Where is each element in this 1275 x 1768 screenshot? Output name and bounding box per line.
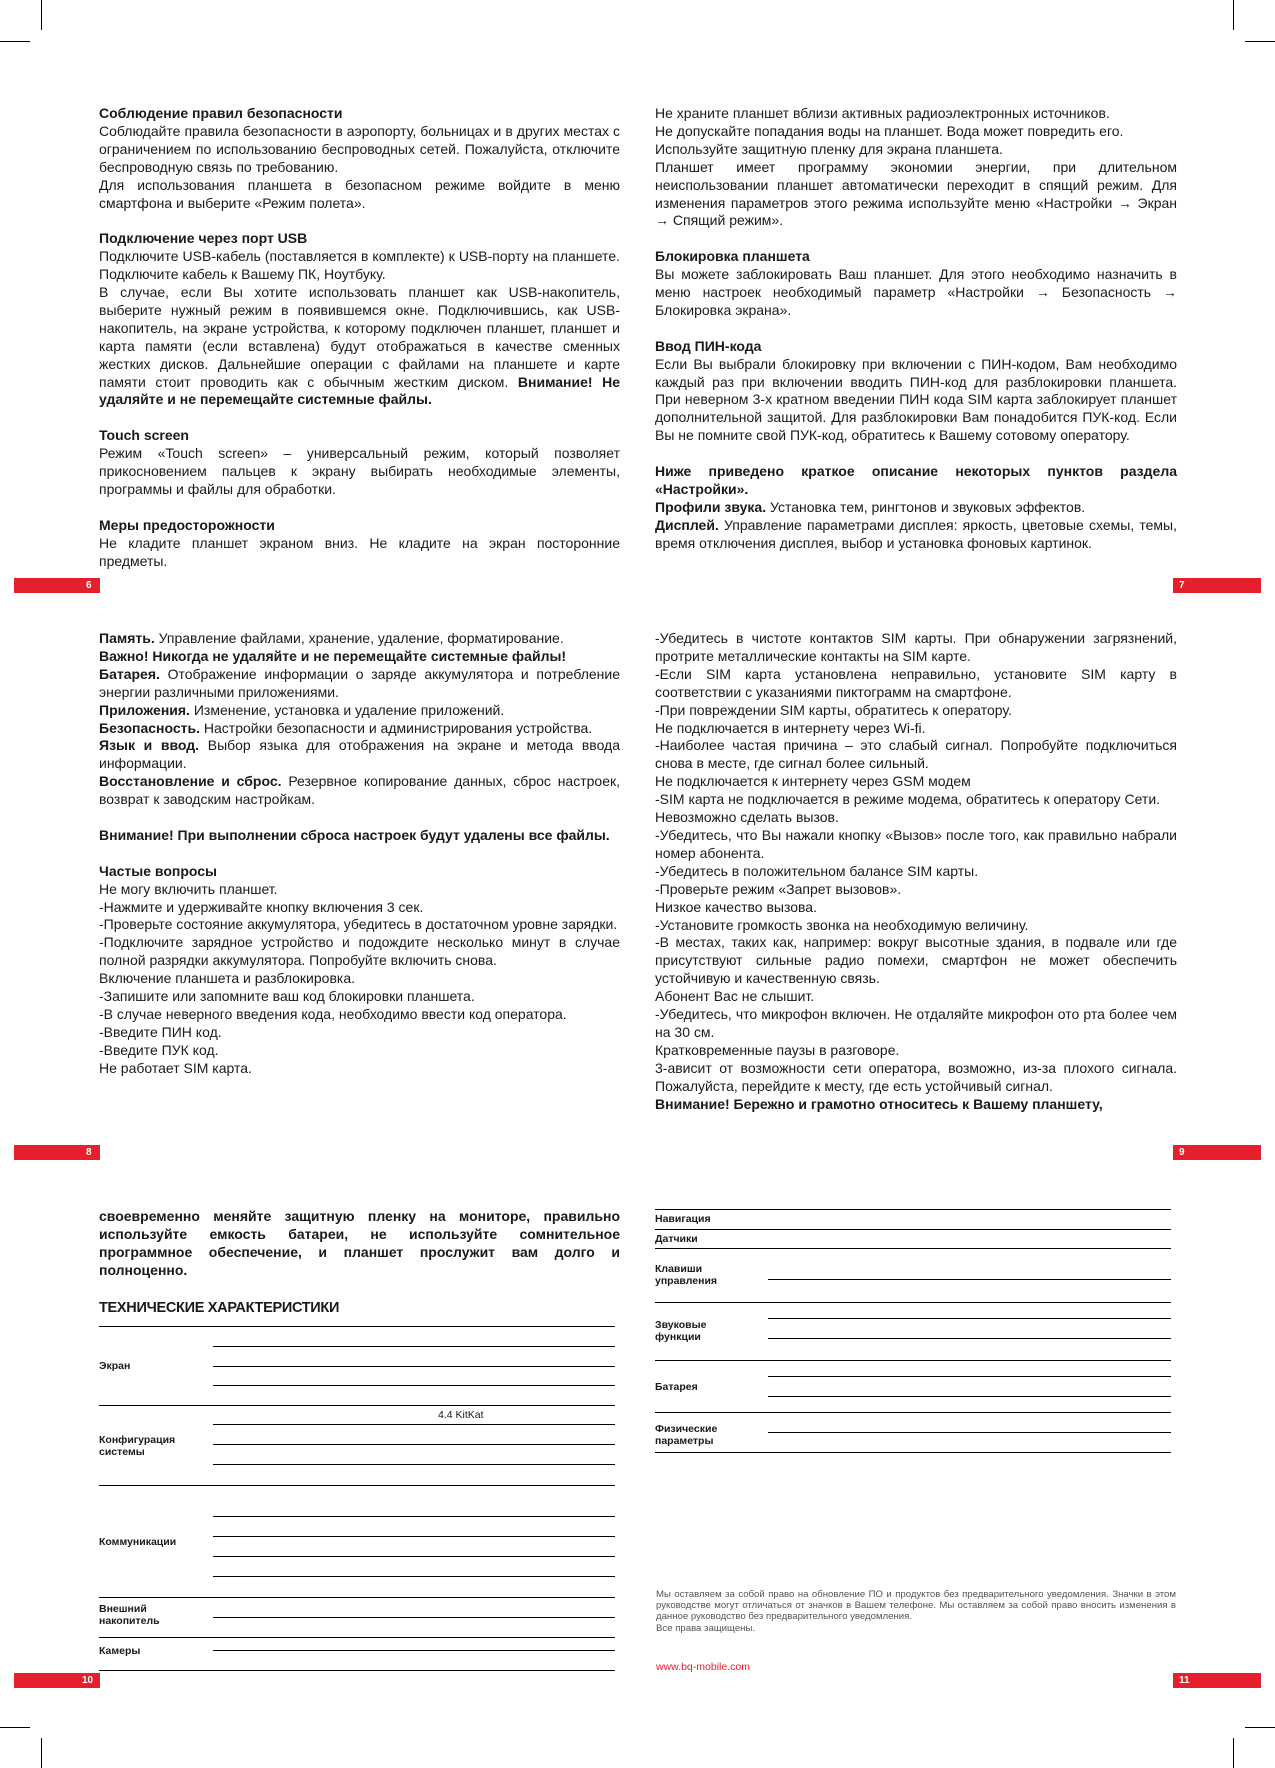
table-rule [655, 1452, 1171, 1453]
page-number: 10 [82, 1675, 94, 1686]
page-number-bar [1173, 1145, 1261, 1160]
table-rule [213, 1516, 615, 1517]
list-item: -Убедитесь, что микрофон включен. Не отдаляйте микрофон ото рта более чем на 30 см. [655, 1006, 1177, 1040]
list-item: Язык и ввод. Выбор языка для отображения на экране и метода ввода информации. [99, 737, 621, 772]
spec-label: Датчики [655, 1233, 698, 1245]
page-number-bar [1173, 578, 1261, 593]
list-item: -Если SIM карта установлена неправильно, установите SIM карту в соответствии с указаниями пиктограмм на смартфоне. [655, 665, 1177, 700]
table-rule [213, 1424, 615, 1425]
section-title: Меры предосторожности [99, 516, 275, 533]
crop-mark [1245, 41, 1275, 42]
list-item: Приложения. Изменение, установка и удаление приложений. [99, 701, 505, 718]
table-rule [655, 1302, 1171, 1303]
list-item: -Проверьте режим «Запрет вызовов». [655, 880, 902, 897]
crop-mark [41, 0, 42, 30]
spec-label: Конфигурация системы [99, 1434, 176, 1458]
list-item: Дисплей. Управление параметрами дисплея: яркость, цветовые схемы, темы, время отключения дисплея, выбор и установка фоновых картинок. [655, 516, 1177, 551]
list-item: -Установите громкость звонка на необходимую величину. [655, 916, 1029, 933]
list-item: -В местах, таких как, например: вокруг высотные здания, в подвале или где присутствуют сильные радио помехи, смартфон не может обеспечить устойчивую и качественную связь. [655, 934, 1177, 987]
list-item: -Запишите или запомните ваш код блокировки планшета. [99, 988, 475, 1005]
table-rule [768, 1338, 1171, 1339]
spec-label: Внешний накопитель [99, 1603, 160, 1627]
table-rule [655, 1360, 1171, 1361]
list-item: -Убедитесь в чистоте контактов SIM карты. При обнаружении загрязнений, протрите металлические контакты на SIM карте. [655, 630, 1177, 664]
page-number: 8 [86, 1147, 92, 1158]
list-item: Не подключается к интернету через GSM модем [655, 773, 971, 790]
warning-text: Важно! Никогда не удаляйте и не перемещайте системные файлы! [99, 647, 567, 664]
table-rule [768, 1318, 1171, 1319]
table-rule [655, 1209, 1171, 1210]
table-rule [213, 1650, 615, 1651]
rights-text: Все права защищены. [656, 1622, 756, 1634]
table-rule [655, 1412, 1171, 1413]
spec-label: Звуковые функции [655, 1319, 707, 1343]
page-9-column [655, 630, 1177, 1113]
paragraph: Не кладите планшет экраном вниз. Не кладите на экран посторонние предметы. [99, 534, 620, 569]
paragraph: Для использования планшета в безопасном режиме войдите в меню смартфона и выберите «Режим полета». [99, 176, 620, 211]
table-rule [655, 1248, 1171, 1249]
list-item: Включение планшета и разблокировка. [99, 970, 355, 987]
paragraph: Не храните планшет вблизи активных радиоэлектронных источников. [655, 105, 1110, 121]
list-item: -Проверьте состояние аккумулятора, убедитесь в достаточном уровне зарядки. [99, 916, 618, 933]
list-item: Память. Управление файлами, хранение, удаление, форматирование. [99, 630, 564, 646]
table-rule [213, 1385, 615, 1386]
section-title: Подключение через порт USB [99, 230, 308, 247]
section-title: Touch screen [99, 427, 189, 444]
crop-mark [0, 41, 30, 42]
list-item: -Подключите зарядное устройство и подождите несколько минут в случае полной разрядки аккумулятора. Попробуйте включить снова. [99, 934, 620, 969]
page-number-bar [14, 578, 100, 593]
table-rule [99, 1405, 615, 1406]
paragraph: Вы можете заблокировать Ваш планшет. Для этого необходимо назначить в меню настроек необходимый параметр «Настройки → Безопасность → Блокировка экрана». [655, 266, 1177, 318]
table-rule [213, 1617, 615, 1618]
section-title: Ввод ПИН-кода [655, 337, 762, 354]
warning-text: Внимание! При выполнении сброса настроек будут удалены все файлы. [99, 826, 610, 843]
warning-text: Внимание! Бережно и грамотно относитесь к Вашему планшету, [655, 1095, 1103, 1112]
list-item: -Введите ПИН код. [99, 1023, 222, 1040]
page-number: 6 [86, 580, 92, 591]
table-rule [213, 1366, 615, 1367]
spec-label: Навигация [655, 1213, 711, 1225]
os-version-value: 4.4 KitKat [438, 1409, 484, 1421]
table-rule [768, 1432, 1171, 1433]
warning-text: Внимание! Не удаляйте и не перемещайте системные файлы. [99, 373, 620, 408]
crop-mark [0, 1727, 30, 1728]
disclaimer-text: Мы оставляем за собой право на обновление ПО и продуктов без предварительного уведомления. Значки в этом руководстве могут отличаться от значков в Вашем телефоне. Мы оставляем за собой право вносить изменения в данное руководство без предварительного уведомления. [656, 1589, 1176, 1623]
page-10-column [99, 1208, 620, 1280]
paragraph: Подключите USB-кабель (поставляется в комплекте) к USB-порту на планшете. Подключите кабель к Вашему ПК, Ноутбуку. [99, 248, 620, 283]
list-item: -Введите ПУК код. [99, 1041, 219, 1058]
list-item: Батарея. Отображение информации о заряде аккумулятора и потребление энергии различными приложениями. [99, 665, 620, 700]
table-rule [99, 1485, 615, 1486]
list-item: Восстановление и сброс. Резервное копирование данных, сброс настроек, возврат к заводским настройкам. [99, 773, 620, 808]
paragraph: Режим «Touch screen» – универсальный режим, который позволяет прикосновением пальцев к экрану выбирать необходимые элементы, программы и файлы для обработки. [99, 445, 620, 497]
list-item: 3-ависит от возможности сети оператора, возможно, из-за плохого сигнала. Пожалуйста, перейдите к месту, где есть устойчивый сигнал. [655, 1059, 1177, 1094]
list-item: Не работает SIM карта. [99, 1059, 252, 1076]
page-number-bar [1173, 1673, 1261, 1688]
page-number-bar [14, 1145, 100, 1160]
spec-label: Экран [99, 1360, 131, 1372]
spec-label: Физические параметры [655, 1423, 718, 1447]
table-rule [655, 1229, 1171, 1230]
page-8-column [99, 630, 620, 1078]
list-item: -Нажмите и удерживайте кнопку включения 3 сек. [99, 898, 424, 915]
table-rule [99, 1597, 615, 1598]
spec-label: Батарея [655, 1381, 698, 1393]
table-rule [213, 1346, 615, 1347]
section-title: Соблюдение правил безопасности [99, 105, 343, 121]
table-rule [768, 1396, 1171, 1397]
paragraph: Планшет имеет программу экономии энергии, при длительном неиспользовании планшет автоматически переходит в спящий режим. Для изменения параметров этого режима используйте меню «Настройки → Экран → Спящий режим». [655, 158, 1177, 229]
table-rule [213, 1464, 615, 1465]
paragraph: Не допускайте попадания воды на планшет. Вода может повредить его. [655, 122, 1124, 139]
paragraph: Если Вы выбрали блокировку при включении с ПИН-кодом, Вам необходимо каждый раз при включении вводить ПИН-код для разблокировки планшета. При неверном 3-х кратном введении ПИН кода SIM карта заблокирует планшет дополнительной защитой. Для разблокировки Вам понадобится ПУК-код. Если Вы не помните свой ПУК-код, обратитесь к Вашему сотовому оператору. [655, 355, 1177, 444]
list-item: -В случае неверного введения кода, необходимо ввести код оператора. [99, 1006, 567, 1022]
list-item: -Наиболее частая причина – это слабый сигнал. Попробуйте подключиться снова в месте, где сигнал более сильный. [655, 737, 1177, 772]
list-item: Невозможно сделать вызов. [655, 809, 839, 826]
page-number: 11 [1179, 1675, 1190, 1686]
crop-mark [1233, 0, 1234, 30]
paragraph: В случае, если Вы хотите использовать планшет как USB-накопитель, выберите нужный режим в появившемся окне. Подключившись, как USB-накопитель, на экране устройства, к которому подключен планшет, планшет и карта памяти (если вставлена) будут отображаться в качестве сменных жестких дисков. Дальнейшие операции с файлами на планшете и карте памяти стоит проводить как с обычным жестким диском. Внимание! Не удаляйте и не перемещайте системные файлы. [99, 284, 620, 408]
disclaimer [656, 1589, 1176, 1634]
page-number-bar [14, 1673, 100, 1688]
table-rule [213, 1536, 615, 1537]
table-rule [99, 1637, 615, 1638]
table-rule [768, 1279, 1171, 1280]
spec-label: Камеры [99, 1645, 141, 1657]
page-number: 7 [1179, 580, 1185, 591]
page-6-column [99, 105, 620, 571]
list-item: Безопасность. Настройки безопасности и администрирования устройства. [99, 719, 593, 736]
table-rule [213, 1444, 615, 1445]
list-item: -SIM карта не подключается в режиме модема, обратитесь к оператору Сети. [655, 791, 1161, 808]
crop-mark [1233, 1738, 1234, 1768]
list-item: Профили звука. Установка тем, рингтонов и звуковых эффектов. [655, 498, 1086, 515]
list-item: -Убедитесь в положительном балансе SIM карты. [655, 862, 979, 879]
section-title: Блокировка планшета [655, 248, 810, 265]
crop-mark [1245, 1727, 1275, 1728]
paragraph: Используйте защитную пленку для экрана планшета. [655, 140, 1003, 157]
list-item: -При повреждении SIM карты, обратитесь к оператору. [655, 701, 1012, 718]
table-rule [768, 1376, 1171, 1377]
spec-label: Клавиши управления [655, 1263, 718, 1287]
list-item: Абонент Вас не слышит. [655, 988, 815, 1005]
list-item: Низкое качество вызова. [655, 898, 817, 915]
list-item: Не могу включить планшет. [99, 880, 278, 897]
table-rule [99, 1326, 615, 1327]
warning-text: своевременно меняйте защитную пленку на мониторе, правильно используйте емкость батареи, не используйте сомнительное программное обеспечение, и планшет прослужит вам долго и полноценно. [99, 1208, 620, 1278]
page-number: 9 [1179, 1147, 1185, 1158]
page-7-column [655, 105, 1177, 553]
list-item: -Убедитесь, что Вы нажали кнопку «Вызов» после того, как правильно набрали номер абонента. [655, 826, 1177, 861]
spec-label: Коммуникации [99, 1536, 177, 1548]
table-rule [213, 1576, 615, 1577]
website-link[interactable]: www.bq-mobile.com [656, 1661, 750, 1673]
crop-mark [41, 1738, 42, 1768]
list-item: Не подключается в интернету через Wi-fi. [655, 719, 926, 736]
section-title: Ниже приведено краткое описание некоторых пунктов раздела «Настройки». [655, 463, 1177, 497]
list-item: Кратковременные паузы в разговоре. [655, 1041, 900, 1058]
table-rule [213, 1556, 615, 1557]
paragraph: Соблюдайте правила безопасности в аэропорту, больницах и в других местах с ограничением по использованию беспроводных сетей. Пожалуйста, отключите беспроводную связь по требованию. [99, 122, 620, 175]
table-rule [99, 1670, 615, 1671]
spec-title: ТЕХНИЧЕСКИЕ ХАРАКТЕРИСТИКИ [99, 1300, 340, 1316]
section-title: Частые вопросы [99, 862, 217, 879]
